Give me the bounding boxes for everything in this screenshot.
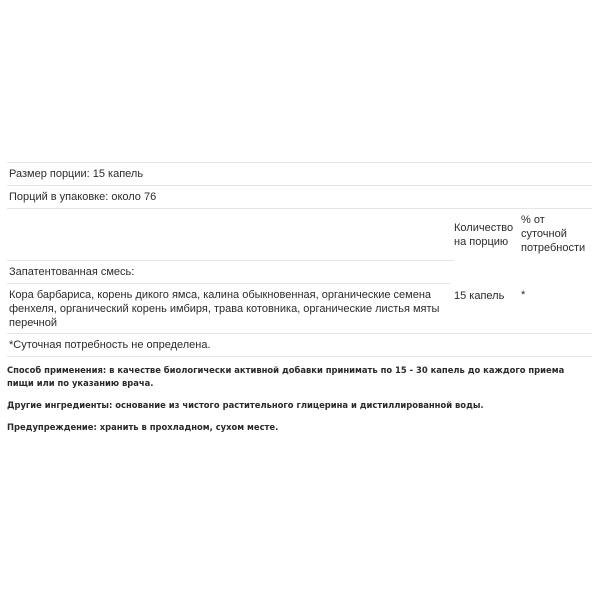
usage-instructions: Способ применения: в качестве биологически активной добавки принимать по 15 - 30 капель до каждого приема пищи или по указанию врача. <box>7 365 565 388</box>
blend-daily-value: * <box>521 289 526 301</box>
servings-per-container: Порций в упаковке: около 76 <box>7 185 592 208</box>
proprietary-blend-row <box>7 283 592 333</box>
amount-per-serving-header: Количество на порцию <box>454 222 514 248</box>
blend-amount: 15 капель <box>454 290 505 302</box>
storage-warning: Предупреждение: хранить в прохладном, сухом месте. <box>7 422 279 432</box>
proprietary-blend-label: Запатентованная смесь: <box>7 260 454 283</box>
blend-ingredients: Кора барбариса, корень дикого ямса, калина обыкновенная, органические семена фенхеля, органический корень имбиря, трава котовника, органические листья мяты перечной <box>9 289 440 329</box>
product-notes <box>7 364 593 443</box>
serving-size: Размер порции: 15 капель <box>7 162 592 185</box>
daily-value-header: % от суточной потребности <box>521 214 586 254</box>
supplement-facts-table <box>7 162 592 357</box>
other-ingredients: Другие ингредиенты: основание из чистого растительного глицерина и дистиллированной воды. <box>7 400 484 410</box>
table-header <box>7 208 592 260</box>
daily-value-footnote: *Суточная потребность не определена. <box>7 333 592 357</box>
